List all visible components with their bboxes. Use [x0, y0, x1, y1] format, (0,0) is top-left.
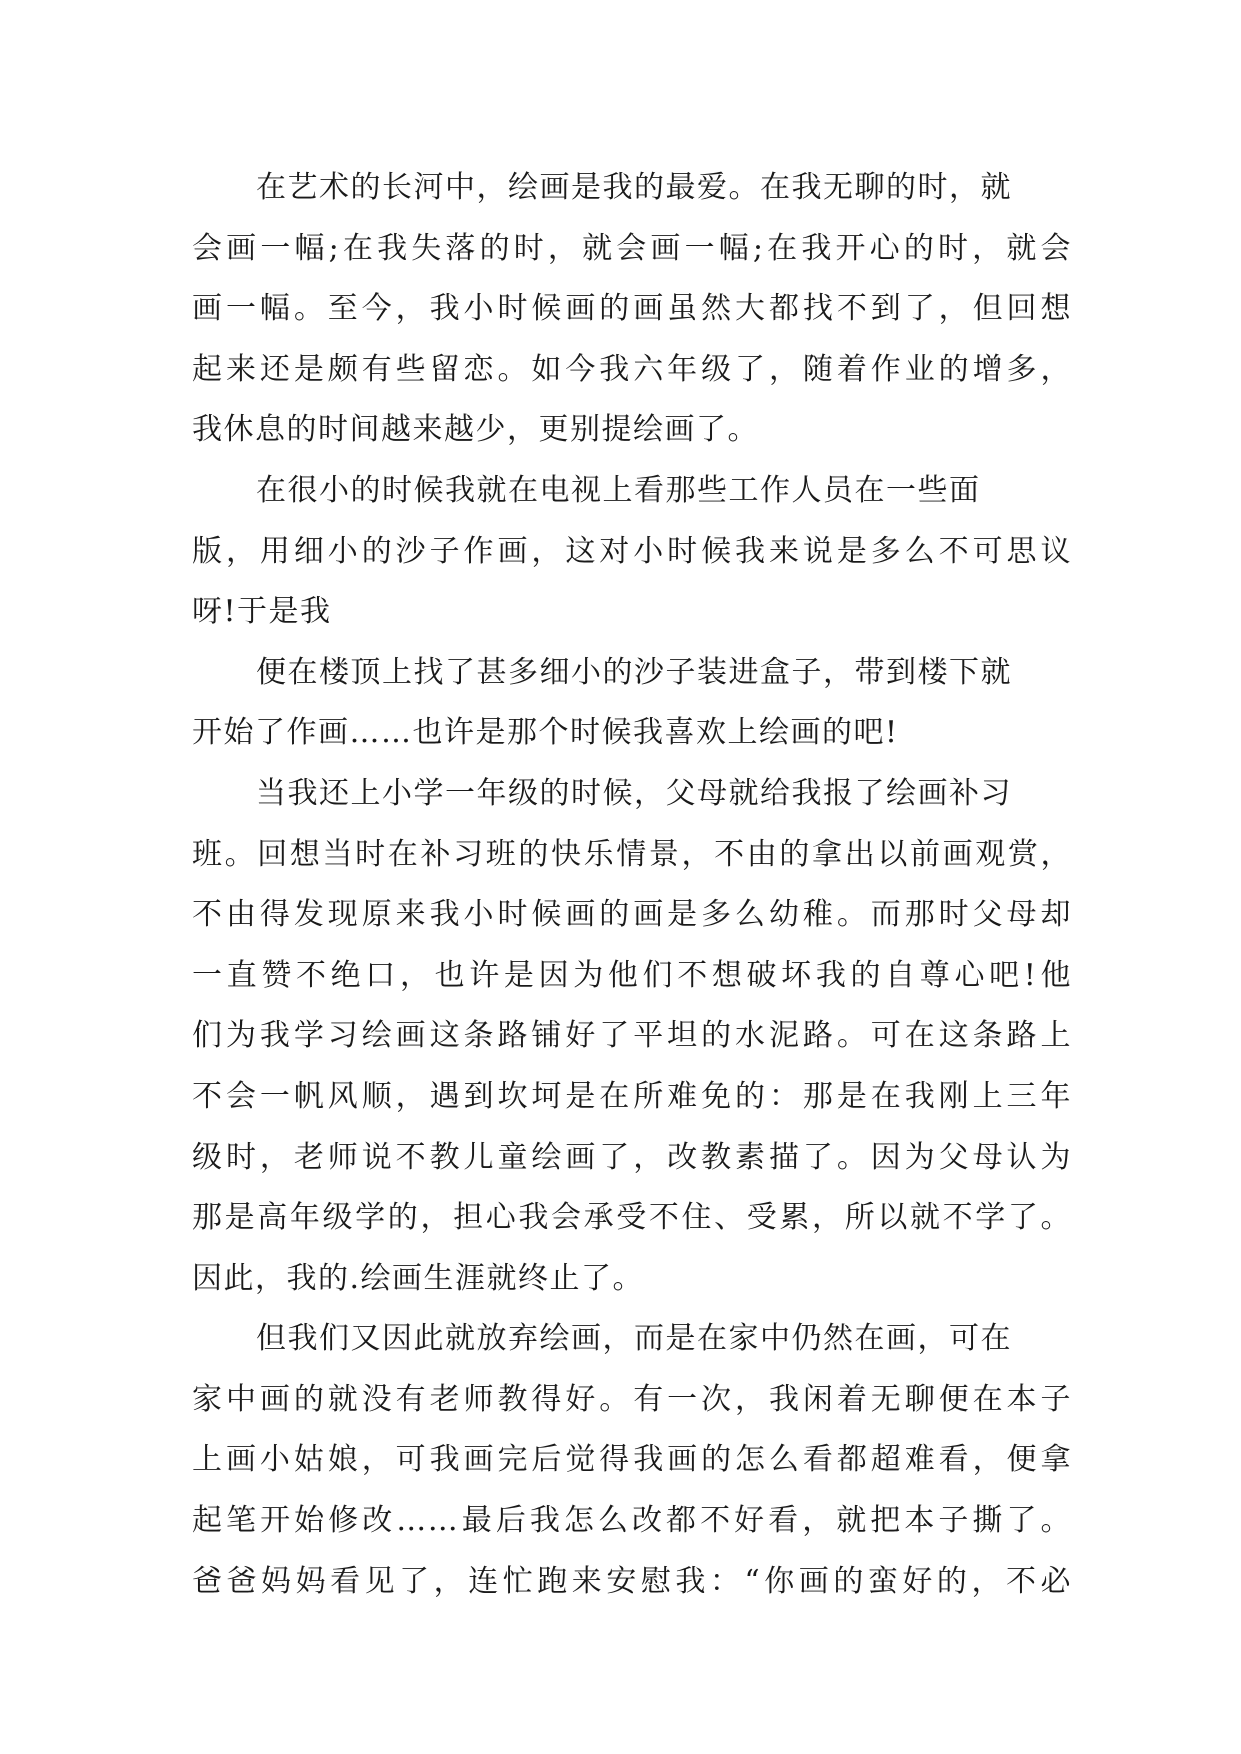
- paragraph-3-line-2: 开始了作画……也许是那个时候我喜欢上绘画的吧!: [192, 715, 899, 751]
- paragraph-5-line-4: 起笔开始修改……最后我怎么改都不好看，就把本子撕了。: [192, 1503, 1072, 1539]
- paragraph-2-line-2: 版，用细小的沙子作画，这对小时候我来说是多么不可思议: [192, 533, 1072, 569]
- paragraph-2-line-3: 呀!于是我: [192, 594, 332, 630]
- paragraph-5-line-1: 但我们又因此就放弃绘画，而是在家中仍然在画，可在: [256, 1321, 1012, 1357]
- paragraph-1-line-3: 画一幅。至今，我小时候画的画虽然大都找不到了，但回想: [192, 291, 1072, 327]
- paragraph-1-line-5: 我休息的时间越来越少，更别提绘画了。: [192, 412, 759, 448]
- paragraph-2-line-1: 在很小的时候我就在电视上看那些工作人员在一些面: [256, 472, 981, 508]
- paragraph-1-line-2: 会画一幅;在我失落的时，就会画一幅;在我开心的时，就会: [192, 230, 1072, 266]
- essay-body: [192, 158, 1072, 1612]
- paragraph-3-line-1: 便在楼顶上找了甚多细小的沙子装进盒子，带到楼下就: [256, 654, 1012, 690]
- paragraph-5-line-5: 爸爸妈妈看见了，连忙跑来安慰我：“你画的蛮好的，不必: [192, 1563, 1072, 1599]
- paragraph-4-line-8: 那是高年级学的，担心我会承受不住、受累，所以就不学了。: [192, 1200, 1072, 1236]
- paragraph-4-line-7: 级时，老师说不教儿童绘画了，改教素描了。因为父母认为: [192, 1139, 1072, 1175]
- paragraph-1-line-1: 在艺术的长河中，绘画是我的最爱。在我无聊的时，就: [256, 170, 1012, 205]
- paragraph-4-line-3: 不由得发现原来我小时候画的画是多么幼稚。而那时父母却: [192, 897, 1072, 933]
- paragraph-4-line-9: 因此，我的.绘画生涯就终止了。: [192, 1260, 645, 1296]
- paragraph-4-line-5: 们为我学习绘画这条路铺好了平坦的水泥路。可在这条路上: [192, 1018, 1072, 1054]
- paragraph-4-line-1: 当我还上小学一年级的时候，父母就给我报了绘画补习: [256, 775, 1012, 811]
- paragraph-1-line-4: 起来还是颇有些留恋。如今我六年级了，随着作业的增多，: [192, 351, 1072, 387]
- paragraph-5-line-3: 上画小姑娘，可我画完后觉得我画的怎么看都超难看，便拿: [192, 1442, 1072, 1478]
- paragraph-4-line-6: 不会一帆风顺，遇到坎坷是在所难免的：那是在我刚上三年: [192, 1078, 1072, 1114]
- paragraph-4-line-4: 一直赞不绝口，也许是因为他们不想破坏我的自尊心吧!他: [192, 957, 1072, 993]
- paragraph-4-line-2: 班。回想当时在补习班的快乐情景，不由的拿出以前画观赏，: [192, 836, 1072, 872]
- paragraph-5-line-2: 家中画的就没有老师教得好。有一次，我闲着无聊便在本子: [192, 1381, 1072, 1417]
